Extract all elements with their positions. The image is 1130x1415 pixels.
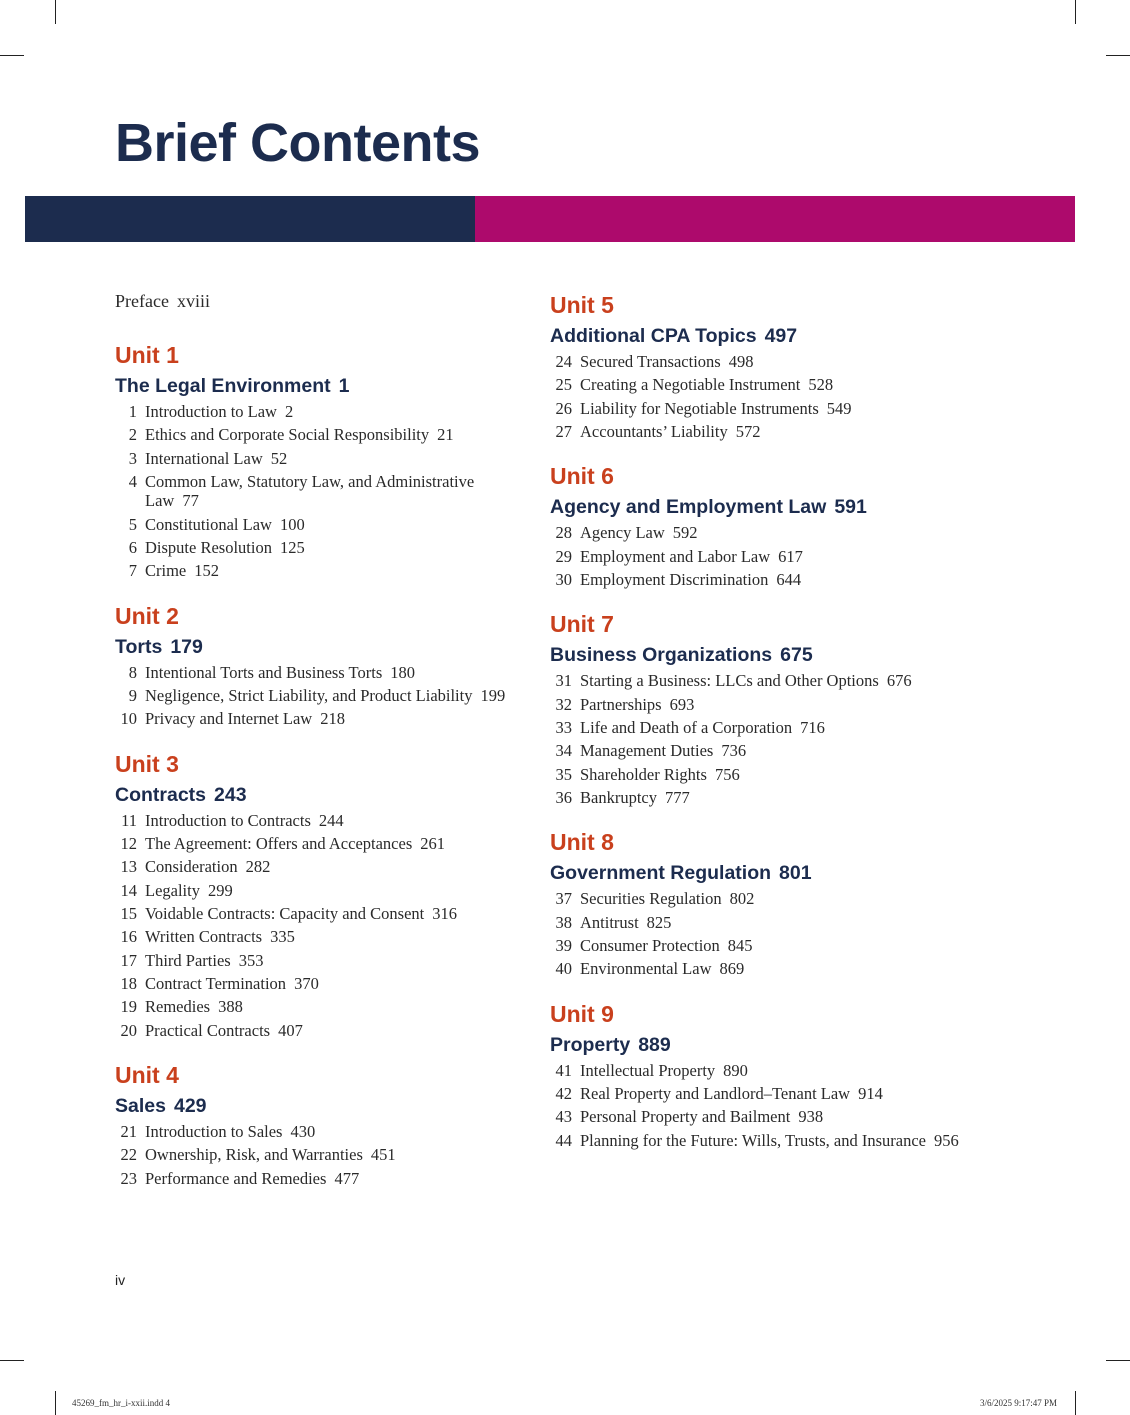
- chapter-page: 430: [290, 1122, 316, 1142]
- chapter-page: 77: [182, 491, 199, 511]
- chapter-page: 528: [808, 375, 834, 395]
- chapter-page: 716: [800, 718, 825, 738]
- unit-section: [550, 609, 970, 807]
- chapter-text: [572, 695, 694, 715]
- crop-mark: [1106, 55, 1130, 56]
- chapter-page: 299: [207, 880, 233, 900]
- chapter-entry[interactable]: [550, 741, 970, 761]
- chapter-page: 802: [729, 889, 755, 909]
- chapter-text: [572, 936, 753, 956]
- chapter-page: 261: [420, 834, 445, 854]
- chapter-title: Shareholder Rights: [580, 764, 707, 784]
- chapter-number: 32: [555, 694, 572, 714]
- unit-section: [115, 340, 520, 581]
- chapter-text: [137, 834, 445, 854]
- chapter-number: 3: [128, 448, 137, 468]
- chapter-entry[interactable]: [550, 1084, 970, 1104]
- slug-filename: 45269_fm_hr_i-xxii.indd 4: [72, 1398, 170, 1408]
- unit-page: 801: [779, 862, 812, 885]
- chapter-text: [572, 547, 803, 567]
- chapter-entry[interactable]: [550, 1107, 970, 1127]
- chapter-entry[interactable]: [115, 951, 520, 971]
- chapter-entry[interactable]: [550, 547, 970, 567]
- header-band-navy: [25, 196, 475, 242]
- chapter-entry[interactable]: [115, 686, 520, 706]
- chapter-number: 41: [555, 1060, 572, 1080]
- chapter-text: [137, 561, 219, 581]
- chapter-title: Securities Regulation: [580, 889, 722, 909]
- slug-timestamp: 3/6/2025 9:17:47 PM: [979, 1398, 1057, 1408]
- chapter-entry[interactable]: [550, 936, 970, 956]
- unit-title[interactable]: [115, 635, 520, 659]
- chapter-page: 477: [334, 1168, 360, 1188]
- chapter-page: 756: [714, 764, 740, 784]
- unit-title-text: Contracts: [115, 783, 207, 806]
- chapter-text: [137, 904, 457, 924]
- chapter-number: 7: [128, 561, 137, 581]
- unit-title[interactable]: [550, 495, 970, 519]
- chapter-entry[interactable]: [550, 695, 970, 715]
- chapter-entry[interactable]: [115, 449, 520, 469]
- chapter-title: Introduction to Law: [145, 402, 277, 421]
- chapter-page: 282: [245, 857, 271, 877]
- chapter-page: 825: [646, 912, 672, 932]
- unit-title-text: Additional CPA Topics: [550, 325, 757, 347]
- chapter-text: [137, 997, 243, 1017]
- chapter-title: International Law: [145, 448, 263, 468]
- unit-title[interactable]: [115, 374, 520, 398]
- chapter-text: [137, 811, 344, 831]
- chapter-page: 370: [294, 973, 319, 993]
- chapter-number: 4: [128, 471, 137, 491]
- unit-section: [115, 1060, 520, 1188]
- chapter-number: 31: [555, 671, 572, 691]
- chapter-title: Privacy and Internet Law: [145, 709, 313, 729]
- chapter-text: [137, 1145, 396, 1165]
- unit-section: [115, 601, 520, 729]
- chapter-page: 644: [776, 569, 802, 589]
- chapter-text: [572, 913, 671, 933]
- page-title: Brief Contents: [115, 113, 481, 173]
- chapter-number: 42: [555, 1084, 572, 1104]
- chapter-text: [137, 663, 415, 683]
- chapter-number: 12: [120, 834, 137, 854]
- unit-title-text: The Legal Environment: [115, 375, 331, 397]
- chapter-entry[interactable]: [550, 523, 970, 543]
- chapter-title: Voidable Contracts: Capacity and Consent: [145, 904, 425, 924]
- chapter-text: [137, 449, 287, 469]
- chapter-entry[interactable]: [115, 927, 520, 947]
- chapter-number: 21: [120, 1122, 137, 1142]
- unit-page: 243: [214, 783, 247, 806]
- chapter-entry[interactable]: [550, 889, 970, 909]
- chapter-entry[interactable]: [115, 538, 520, 558]
- chapter-page: 100: [279, 514, 305, 534]
- chapter-page: 777: [664, 787, 690, 807]
- unit-section: [550, 827, 970, 978]
- chapter-text: [137, 515, 305, 535]
- chapter-number: 23: [120, 1168, 137, 1188]
- chapter-number: 36: [555, 787, 572, 807]
- unit-title[interactable]: [550, 643, 970, 667]
- chapter-page: 407: [278, 1020, 303, 1040]
- chapter-page: 353: [238, 950, 264, 970]
- unit-page: 179: [170, 635, 203, 658]
- unit-label: Unit 5: [550, 292, 614, 318]
- chapter-entry[interactable]: [550, 718, 970, 738]
- unit-title[interactable]: [115, 783, 520, 807]
- chapter-text: [137, 857, 270, 877]
- chapter-entry[interactable]: [550, 375, 970, 395]
- chapter-title: Intellectual Property: [580, 1060, 716, 1080]
- chapter-title: Ethics and Corporate Social Responsibility: [145, 425, 430, 445]
- chapter-title: Introduction to Contracts: [145, 810, 311, 830]
- chapter-text: [572, 523, 698, 543]
- chapter-text: [572, 788, 690, 808]
- unit-page: 429: [173, 1095, 207, 1118]
- chapter-text: [137, 686, 505, 706]
- chapter-entry[interactable]: [115, 834, 520, 854]
- chapter-entry[interactable]: [550, 399, 970, 419]
- chapter-page: 890: [723, 1060, 748, 1080]
- chapter-entry[interactable]: [115, 1122, 520, 1142]
- chapter-title: Environmental Law: [580, 959, 712, 979]
- chapter-number: 35: [555, 764, 572, 784]
- chapter-number: 25: [555, 375, 572, 395]
- chapter-title: Legality: [145, 880, 200, 900]
- chapter-title: Crime: [145, 561, 187, 581]
- chapter-page: 572: [735, 421, 761, 441]
- chapter-page: 676: [886, 671, 912, 691]
- chapter-number: 33: [555, 718, 572, 738]
- chapter-number: 8: [128, 662, 137, 682]
- chapter-title: Liability for Negotiable Instruments: [580, 398, 819, 418]
- chapter-entry[interactable]: [550, 913, 970, 933]
- chapter-text: [137, 1021, 303, 1041]
- unit-title-text: Torts: [115, 635, 163, 658]
- unit-page: 889: [638, 1033, 671, 1056]
- unit-section: [550, 461, 970, 589]
- chapter-number: 29: [555, 546, 572, 566]
- chapter-entry[interactable]: [550, 1131, 970, 1151]
- chapter-text: [137, 709, 345, 729]
- chapter-text: [137, 974, 319, 994]
- crop-mark: [1106, 1360, 1130, 1361]
- unit-label: Unit 3: [115, 750, 179, 777]
- chapter-entry[interactable]: [550, 788, 970, 808]
- chapter-number: 27: [555, 421, 572, 441]
- chapter-number: 26: [555, 398, 572, 418]
- chapter-text: [572, 718, 825, 738]
- chapter-entry[interactable]: [115, 402, 520, 422]
- chapter-page: 316: [432, 904, 457, 924]
- unit-section: [550, 999, 970, 1150]
- chapter-title: Negligence, Strict Liability, and Product Liability: [145, 686, 473, 706]
- chapter-number: 11: [121, 810, 137, 830]
- unit-title-text: Agency and Employment Law: [550, 496, 827, 519]
- preface-label: Preface: [115, 291, 169, 311]
- chapter-number: 14: [120, 880, 137, 900]
- chapter-entry[interactable]: [550, 671, 970, 691]
- chapter-title: The Agreement: Offers and Acceptances: [145, 834, 413, 854]
- unit-title-text: Sales: [115, 1095, 166, 1118]
- chapter-text: [572, 671, 912, 691]
- chapter-page: 21: [437, 425, 454, 445]
- chapter-number: 22: [120, 1145, 137, 1165]
- chapter-number: 44: [555, 1130, 572, 1150]
- preface-page: xviii: [176, 291, 210, 311]
- crop-mark: [55, 0, 56, 24]
- chapter-title: Introduction to Sales: [145, 1122, 283, 1142]
- chapter-number: 18: [120, 973, 137, 993]
- chapter-entry[interactable]: [115, 857, 520, 877]
- chapter-entry[interactable]: [115, 881, 520, 901]
- chapter-text: [137, 472, 520, 511]
- chapter-entry[interactable]: [115, 561, 520, 581]
- chapter-entry[interactable]: [115, 472, 520, 511]
- chapter-entry[interactable]: [115, 425, 520, 445]
- chapter-text: [572, 375, 833, 395]
- unit-label: Unit 6: [550, 463, 614, 490]
- chapter-text: [137, 951, 263, 971]
- chapter-title: Written Contracts: [145, 927, 263, 947]
- toc-column-left: [115, 288, 520, 1208]
- chapter-entry[interactable]: [115, 663, 520, 683]
- unit-section: [550, 290, 970, 441]
- unit-label: Unit 7: [550, 611, 614, 638]
- chapter-page: 180: [390, 662, 415, 682]
- unit-title[interactable]: [550, 861, 970, 885]
- unit-title-text: Business Organizations: [550, 644, 773, 667]
- chapter-title: Dispute Resolution: [145, 537, 272, 557]
- chapter-text: [137, 927, 295, 947]
- chapter-title: Consumer Protection: [580, 936, 720, 956]
- unit-page: 675: [780, 644, 813, 667]
- chapter-entry[interactable]: [115, 1169, 520, 1189]
- chapter-title: Practical Contracts: [145, 1020, 271, 1040]
- chapter-title: Partnerships: [580, 694, 662, 714]
- chapter-title: Employment Discrimination: [580, 569, 769, 589]
- chapter-entry[interactable]: [115, 515, 520, 535]
- chapter-number: 38: [555, 912, 572, 932]
- chapter-page: 218: [320, 709, 345, 729]
- chapter-number: 9: [128, 686, 137, 706]
- chapter-title: Constitutional Law: [145, 514, 272, 534]
- page-folio: iv: [115, 1272, 126, 1288]
- unit-page: 497: [764, 325, 798, 347]
- chapter-title: Antitrust: [580, 912, 639, 932]
- chapter-entry[interactable]: [115, 709, 520, 729]
- chapter-title: Life and Death of a Corporation: [580, 718, 793, 738]
- chapter-text: [572, 765, 740, 785]
- chapter-text: [572, 422, 760, 442]
- unit-label: Unit 2: [115, 602, 179, 629]
- chapter-number: 39: [555, 936, 572, 956]
- crop-mark: [0, 55, 24, 56]
- chapter-text: [572, 1107, 823, 1127]
- toc-column-right: [550, 290, 970, 1170]
- chapter-entry[interactable]: [115, 997, 520, 1017]
- chapter-page: 152: [194, 561, 219, 581]
- chapter-number: 5: [128, 514, 137, 534]
- chapter-title: Common Law, Statutory Law, and Administrative Law: [145, 471, 475, 511]
- chapter-title: Accountants’ Liability: [580, 421, 728, 441]
- unit-label: Unit 4: [115, 1062, 179, 1089]
- chapter-entry[interactable]: [550, 570, 970, 590]
- chapter-title: Management Duties: [580, 741, 714, 761]
- chapter-number: 16: [120, 927, 137, 947]
- chapter-number: 24: [555, 352, 572, 371]
- unit-title[interactable]: [115, 1094, 520, 1118]
- chapter-title: Agency Law: [580, 523, 665, 543]
- chapter-text: [137, 402, 293, 422]
- chapter-page: 592: [672, 523, 698, 543]
- chapter-text: [137, 881, 233, 901]
- chapter-entry[interactable]: [115, 811, 520, 831]
- chapter-title: Contract Termination: [145, 973, 287, 993]
- chapter-title: Remedies: [145, 997, 211, 1017]
- chapter-number: 40: [555, 959, 572, 979]
- unit-title-text: Government Regulation: [550, 862, 772, 885]
- chapter-page: 869: [719, 959, 745, 979]
- chapter-text: [572, 741, 746, 761]
- chapter-page: 2: [284, 402, 294, 421]
- chapter-text: [137, 1169, 359, 1189]
- chapter-page: 125: [279, 537, 305, 557]
- chapter-entry[interactable]: [550, 765, 970, 785]
- chapter-page: 335: [270, 927, 295, 947]
- chapter-entry[interactable]: [115, 1021, 520, 1041]
- crop-mark: [1075, 1391, 1076, 1415]
- chapter-page: 199: [480, 686, 506, 706]
- chapter-number: 10: [120, 709, 137, 729]
- unit-label: Unit 8: [550, 829, 614, 856]
- chapter-number: 43: [555, 1107, 572, 1127]
- unit-title-text: Property: [550, 1033, 631, 1056]
- unit-label: Unit 9: [550, 1000, 614, 1027]
- chapter-text: [572, 889, 754, 909]
- chapter-page: 549: [826, 398, 852, 418]
- chapter-number: 2: [128, 425, 137, 445]
- preface-entry[interactable]: [115, 288, 520, 314]
- chapter-page: 938: [798, 1107, 824, 1127]
- chapter-page: 244: [318, 810, 344, 830]
- chapter-page: 617: [778, 546, 803, 566]
- chapter-text: [572, 1131, 959, 1151]
- unit-label: Unit 1: [115, 342, 179, 368]
- chapter-title: Consideration: [145, 857, 238, 877]
- crop-mark: [1075, 0, 1076, 24]
- header-band-magenta: [475, 196, 1075, 242]
- chapter-page: 52: [270, 448, 288, 468]
- chapter-number: 13: [120, 857, 137, 877]
- crop-mark: [0, 1360, 24, 1361]
- chapter-number: 15: [120, 904, 137, 924]
- chapter-page: 845: [727, 936, 753, 956]
- chapter-number: 30: [555, 569, 572, 589]
- chapter-page: 914: [858, 1084, 883, 1104]
- chapter-number: 19: [120, 997, 137, 1017]
- chapter-title: Creating a Negotiable Instrument: [580, 375, 801, 395]
- unit-page: 591: [834, 496, 867, 519]
- chapter-title: Intentional Torts and Business Torts: [145, 662, 383, 682]
- chapter-page: 693: [669, 694, 695, 714]
- chapter-title: Bankruptcy: [580, 787, 657, 807]
- unit-page: 1: [338, 375, 350, 397]
- chapter-title: Third Parties: [145, 950, 231, 970]
- chapter-title: Real Property and Landlord–Tenant Law: [580, 1084, 851, 1104]
- unit-title[interactable]: [550, 1033, 970, 1057]
- chapter-text: [137, 1122, 315, 1142]
- chapter-text: [137, 538, 305, 558]
- chapter-title: Planning for the Future: Wills, Trusts, and Insurance: [580, 1130, 926, 1150]
- crop-mark: [55, 1391, 56, 1415]
- chapter-text: [137, 425, 454, 445]
- chapter-entry[interactable]: [115, 974, 520, 994]
- unit-title[interactable]: [550, 324, 970, 348]
- chapter-page: 451: [370, 1145, 396, 1165]
- chapter-page: 956: [933, 1130, 959, 1150]
- chapter-number: 17: [120, 950, 137, 970]
- chapter-page: 736: [721, 741, 747, 761]
- chapter-title: Performance and Remedies: [145, 1168, 327, 1188]
- chapter-entry[interactable]: [550, 422, 970, 442]
- chapter-text: [572, 570, 801, 590]
- chapter-number: 34: [555, 741, 572, 761]
- chapter-title: Personal Property and Bailment: [580, 1107, 791, 1127]
- chapter-number: 1: [128, 402, 137, 421]
- chapter-title: Ownership, Risk, and Warranties: [145, 1145, 363, 1165]
- chapter-text: [572, 1061, 748, 1081]
- chapter-text: [572, 959, 744, 979]
- chapter-title: Secured Transactions: [580, 352, 721, 371]
- chapter-text: [572, 352, 753, 372]
- chapter-number: 37: [555, 889, 572, 909]
- chapter-entry[interactable]: [115, 1145, 520, 1165]
- chapter-entry[interactable]: [115, 904, 520, 924]
- unit-section: [115, 749, 520, 1040]
- chapter-title: Employment and Labor Law: [580, 546, 771, 566]
- chapter-number: 20: [120, 1020, 137, 1040]
- chapter-page: 498: [728, 352, 754, 371]
- chapter-text: [572, 399, 851, 419]
- chapter-entry[interactable]: [550, 959, 970, 979]
- chapter-number: 6: [128, 537, 137, 557]
- chapter-number: 28: [555, 523, 572, 543]
- chapter-entry[interactable]: [550, 1061, 970, 1081]
- chapter-entry[interactable]: [550, 352, 970, 372]
- chapter-title: Starting a Business: LLCs and Other Options: [580, 671, 879, 691]
- chapter-page: 388: [218, 997, 243, 1017]
- chapter-text: [572, 1084, 883, 1104]
